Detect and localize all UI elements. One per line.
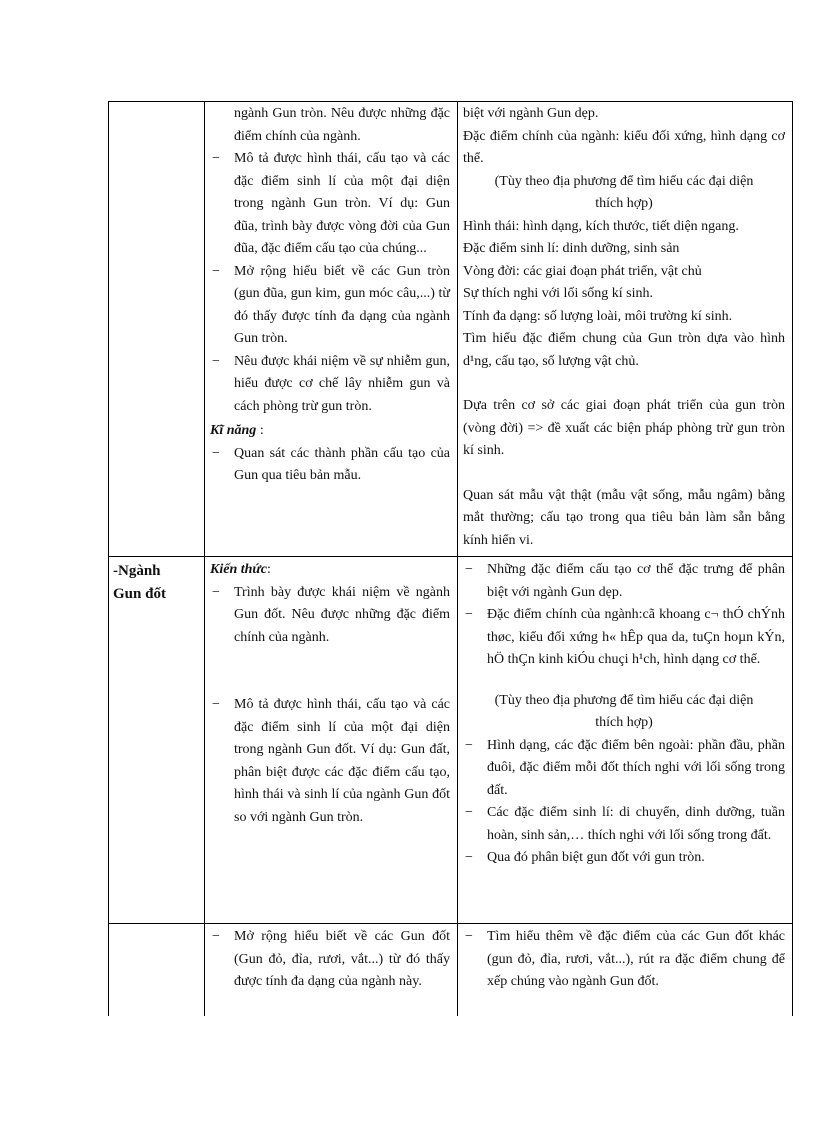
column-divider	[457, 101, 458, 1016]
text-line: Vòng đời: các giai đoạn phát triển, vật chủ	[463, 263, 702, 279]
table-left-border	[108, 101, 109, 1016]
column-divider	[204, 101, 205, 1016]
text-line: ngành Gun tròn. Nêu được những đặc điểm chính của ngành.	[234, 106, 450, 144]
bullet-item: − Nêu được khái niệm về sự nhiễm gun, hiểu được cơ chế lây nhiễm gun và cách phòng trừ gun tròn.	[210, 351, 450, 419]
text-line: Sự thích nghi với lối sống kí sinh.	[463, 286, 654, 301]
section-title-line: -Ngành	[113, 563, 161, 579]
row-divider	[108, 923, 793, 924]
skills-label: Kĩ năng	[210, 423, 257, 438]
text-line: Hình thái: hình dạng, kích thước, tiết diện ngang.	[463, 218, 739, 234]
row1-knowledge-cell	[210, 103, 450, 488]
knowledge-heading: Kiến thức:	[210, 562, 271, 577]
text-line: Quan sát mẫu vật thật (mẫu vật sống, mẫu ngâm) bằng mắt thường; cấu tạo trong qua tiêu bản làm sẵn bằng kính hiển vi.	[463, 487, 785, 548]
table-top-border	[108, 101, 793, 102]
row3-content-cell	[463, 926, 785, 994]
text-line: Tìm hiểu đặc điểm chung của Gun tròn dựa vào hình d¹ng, cấu tạo, số lượng vật chủ.	[463, 331, 785, 369]
bullet-item: − Mô tả được hình thái, cấu tạo và các đặc điểm sinh lí của một đại diện trong ngành Gun đốt. Ví dụ: Gun đất, phân biệt được các đặc điểm cấu tạo, hình thái và sinh lí của ngành Gun đốt so với ngành Gun tròn.	[210, 694, 450, 829]
text-line: Đặc điểm sinh lí: dinh dưỡng, sinh sản	[463, 241, 680, 256]
bullet-item: − Các đặc điểm sinh lí: di chuyển, dinh dưỡng, tuần hoàn, sinh sản,… thích nghi với lối sống trong đất.	[463, 802, 785, 847]
bullet-item: − Những đặc điểm cấu tạo cơ thể đặc trưng để phân biệt với ngành Gun dẹp.	[463, 559, 785, 604]
bullet-item: − Trình bày được khái niệm về ngành Gun đốt. Nêu được những đặc điểm chính của ngành.	[210, 582, 450, 650]
text-line: Tính đa dạng: số lượng loài, môi trường kí sinh.	[463, 308, 733, 324]
bullet-item: − Quan sát các thành phần cấu tạo của Gun qua tiêu bản mẫu.	[210, 443, 450, 488]
bullet-item: − Hình dạng, các đặc điểm bên ngoài: phần đầu, phần đuôi, đặc điểm mỗi đốt thích nghi với lối sống trong đất.	[463, 735, 785, 803]
section-title-line: Gun đốt	[113, 586, 166, 602]
row2-knowledge-cell	[210, 559, 450, 829]
bullet-item: − Mở rộng hiểu biết về các Gun tròn (gun đũa, gun kim, gun móc câu,...) từ đó thấy được tính đa dạng của ngành Gun tròn.	[210, 261, 450, 351]
row1-content-cell	[463, 103, 785, 552]
text-line: Đặc điểm chính của ngành: kiểu đối xứng, hình dạng cơ thể.	[463, 128, 785, 166]
row2-section-cell	[113, 560, 201, 606]
text-line: (Tùy theo địa phương để tìm hiểu các đại diện thích hợp)	[494, 173, 754, 211]
row2-content-cell	[463, 559, 785, 870]
text-line: Dựa trên cơ sở các giai đoạn phát triển của gun tròn (vòng đời) => đề xuất các biện pháp phòng trừ gun tròn kí sinh.	[463, 398, 785, 458]
skills-heading: Kĩ năng :	[210, 423, 264, 438]
bullet-item: − Mở rộng hiểu biết về các Gun đốt (Gun đỏ, đỉa, rươi, vắt...) từ đó thấy được tính đa dạng của ngành này.	[210, 926, 450, 994]
text-line: biệt với ngành Gun dẹp.	[463, 106, 599, 121]
table-right-border	[792, 101, 793, 1016]
text-line: (Tùy theo địa phương để tìm hiểu các đại diện thích hợp)	[494, 692, 754, 730]
bullet-item: − Tìm hiểu thêm về đặc điểm của các Gun đốt khác (gun đỏ, đỉa, rươi, vắt...), rút ra đặc điểm chung để xếp chúng vào ngành Gun đốt.	[463, 926, 785, 994]
row-divider	[108, 556, 793, 557]
bullet-item: − Qua đó phân biệt gun đốt với gun tròn.	[463, 847, 785, 870]
bullet-item: − Mô tả được hình thái, cấu tạo và các đặc điểm sinh lí của một đại diện trong ngành Gun tròn. Ví dụ: Gun đũa, trình bày được vòng đời của Gun đũa, đặc điểm cấu tạo của chúng...	[210, 148, 450, 261]
bullet-item: − Đặc điểm chính của ngành:cã khoang c¬ thÓ chÝnh thøc, kiểu đối xứng h« hÊp qua da, tuÇn hoµn kÝn, hÖ thÇn kinh kiÓu chuçi h¹ch, hình dạng cơ thể.	[463, 604, 785, 672]
row3-knowledge-cell	[210, 926, 450, 994]
knowledge-label: Kiến thức	[210, 562, 268, 577]
